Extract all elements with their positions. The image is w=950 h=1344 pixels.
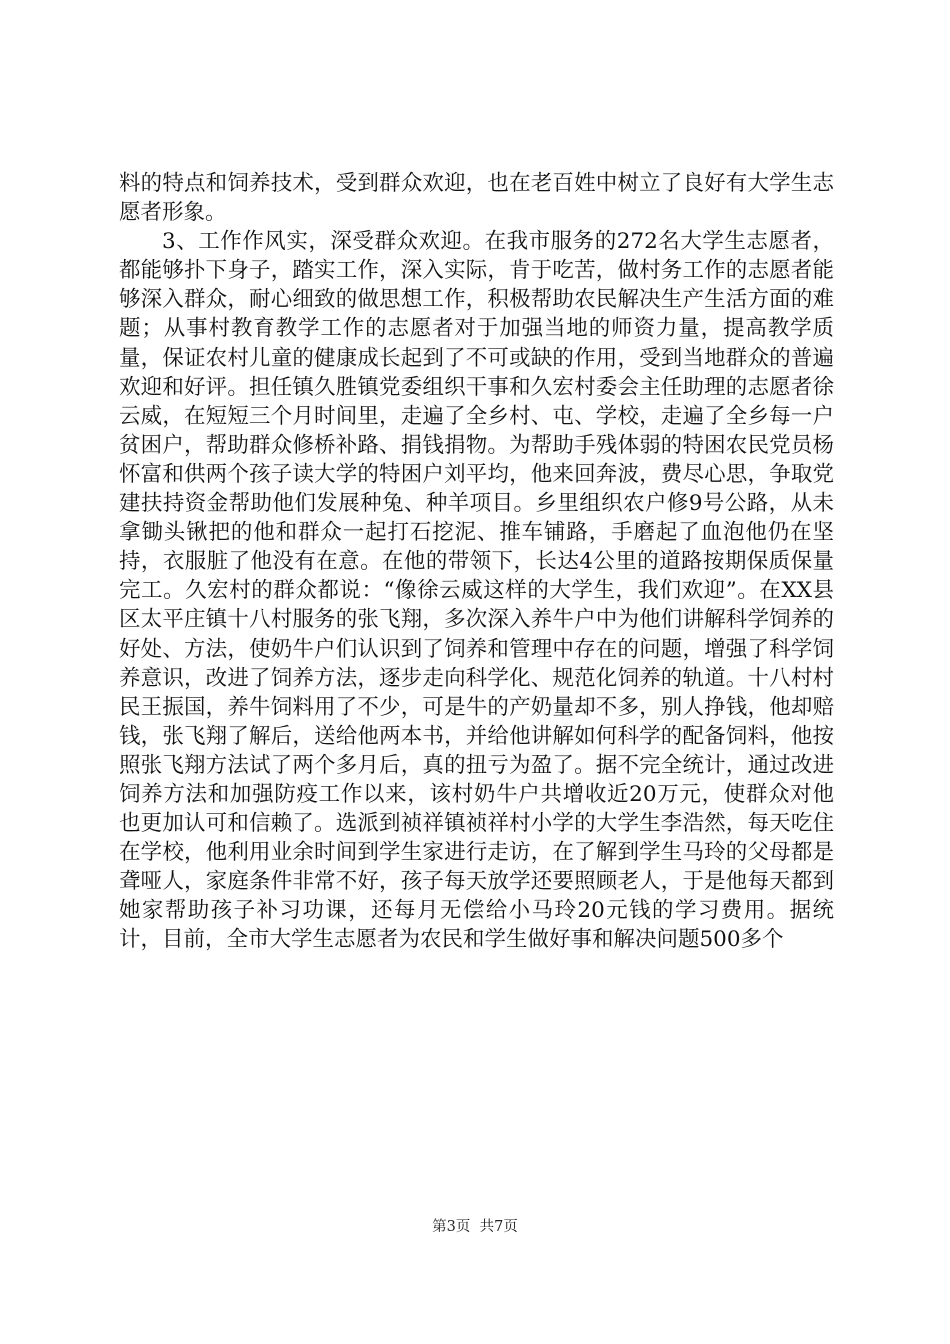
page-footer <box>0 1215 950 1236</box>
paragraph-work-style: 3、工作作风实，深受群众欢迎。在我市服务的272名大学生志愿者，都能够扑下身子，踏实工作，深入实际，肯于吃苦，做村务工作的志愿者能够深入群众，耐心细致的做思想工作，积极帮助农民解决生产生活方面的难题；从事村教育教学工作的志愿者对于加强当地的师资力量，提高教学质量，保证农村儿童的健康成长起到了不可或缺的作用，受到当地群众的普遍欢迎和好评。担任镇久胜镇党委组织干事和久宏村委会主任助理的志愿者徐云威，在短短三个月时间里，走遍了全乡村、屯、学校，走遍了全乡每一户贫困户，帮助群众修桥补路、捐钱捐物。为帮助手残体弱的特困农民党员杨怀富和供两个孩子读大学的特困户刘平均，他来回奔波，费尽心思，争取党建扶持资金帮助他们发展种兔、种羊项目。乡里组织农户修9号公路，从未拿锄头锹把的他和群众一起打石挖泥、推车铺路，手磨起了血泡他仍在坚持，衣服脏了他没有在意。在他的带领下，长达4公里的道路按期保质保量完工。久宏村的群众都说：“像徐云威这样的大学生，我们欢迎”。在XX县区太平庄镇十八村服务的张飞翔，多次深入养牛户中为他们讲解科学饲养的好处、方法，使奶牛户们认识到了饲养和管理中存在的问题，增强了科学饲养意识，改进了饲养方法，逐步走向科学化、规范化饲养的轨道。十八村村民王振国，养牛饲料用了不少，可是牛的产奶量却不多，别人挣钱，他却赔钱，张飞翔了解后，送给他两本书，并给他讲解如何科学的配备饲料，他按照张飞翔方法试了两个多月后，真的扭亏为盈了。据不完全统计，通过改进饲养方法和加强防疫工作以来，该村奶牛户共增收近20万元，使群众对他也更加认可和信赖了。选派到祯祥镇祯祥村小学的大学生李浩然，每天吃住在学校，他利用业余时间到学生家进行走访，在了解到学生马玲的父母都是聋哑人，家庭条件非常不好，孩子每天放学还要照顾老人，于是他每天都到她家帮助孩子补习功课，还每月无偿给小马玲20元钱的学习费用。据统计，目前，全市大学生志愿者为农民和学生做好事和解决问题500多个 <box>119 229 834 953</box>
paragraph-continuation: 料的特点和饲养技术，受到群众欢迎，也在老百姓中树立了良好有大学生志愿者形象。 <box>119 171 834 226</box>
page-number-total: 共7页 <box>479 1219 518 1235</box>
document-body <box>119 169 834 955</box>
page-number-current: 第3页 <box>432 1219 471 1235</box>
